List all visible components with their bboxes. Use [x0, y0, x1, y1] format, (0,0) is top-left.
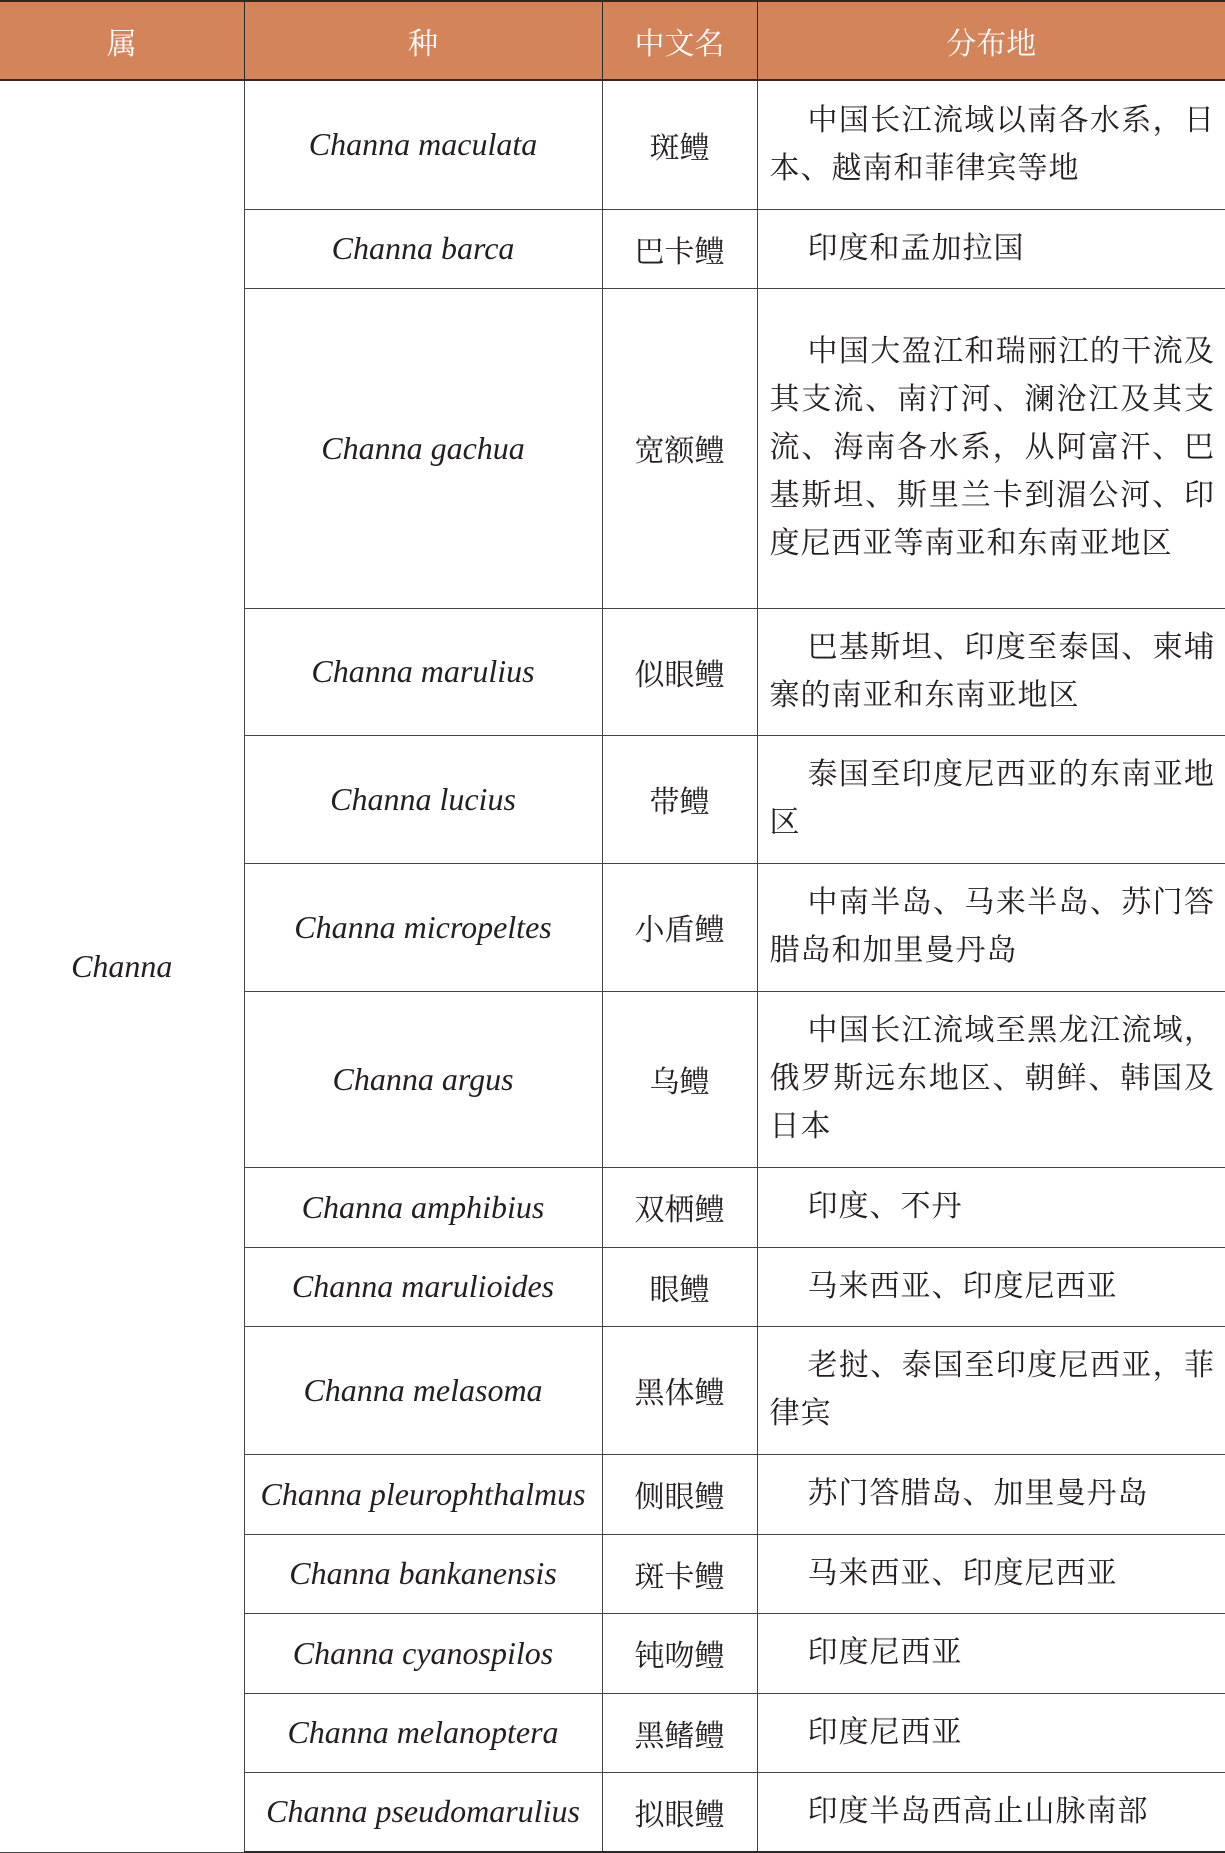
species-cell: Channa cyanospilos: [244, 1613, 602, 1693]
species-cell: Channa melasoma: [244, 1326, 602, 1454]
distribution-cell: 马来西亚、印度尼西亚: [757, 1534, 1225, 1613]
distribution-cell: 印度和孟加拉国: [757, 209, 1225, 288]
distribution-cell: 巴基斯坦、印度至泰国、柬埔寨的南亚和东南亚地区: [757, 608, 1225, 735]
species-cell: Channa barca: [244, 209, 602, 288]
distribution-cell: 印度尼西亚: [757, 1693, 1225, 1772]
chinese-name-cell: 眼鳢: [602, 1247, 757, 1326]
species-cell: Channa amphibius: [244, 1167, 602, 1247]
chinese-name-cell: 巴卡鳢: [602, 209, 757, 288]
chinese-name-cell: 斑鳢: [602, 80, 757, 209]
chinese-name-cell: 双栖鳢: [602, 1167, 757, 1247]
distribution-cell: 中国大盈江和瑞丽江的干流及其支流、南汀河、澜沧江及其支流、海南各水系，从阿富汗、巴基斯坦、斯里兰卡到湄公河、印度尼西亚等南亚和东南亚地区: [757, 288, 1225, 608]
table-row: [0, 80, 1225, 209]
distribution-cell: 马来西亚、印度尼西亚: [757, 1247, 1225, 1326]
table-header: [0, 1, 1225, 80]
chinese-name-cell: 侧眼鳢: [602, 1454, 757, 1534]
species-cell: Channa marulioides: [244, 1247, 602, 1326]
species-cell: Channa lucius: [244, 735, 602, 863]
distribution-cell: 中南半岛、马来半岛、苏门答腊岛和加里曼丹岛: [757, 863, 1225, 991]
chinese-name-cell: 似眼鳢: [602, 608, 757, 735]
chinese-name-cell: 斑卡鳢: [602, 1534, 757, 1613]
distribution-cell: 印度半岛西高止山脉南部: [757, 1772, 1225, 1852]
species-cell: Channa marulius: [244, 608, 602, 735]
genus-cell: Channa: [0, 80, 244, 1852]
species-cell: Channa gachua: [244, 288, 602, 608]
header-species: 种: [244, 1, 602, 80]
header-chinese-name: 中文名: [602, 1, 757, 80]
header-distribution: 分布地: [757, 1, 1225, 80]
distribution-cell: 中国长江流域以南各水系，日本、越南和菲律宾等地: [757, 80, 1225, 209]
species-cell: Channa micropeltes: [244, 863, 602, 991]
species-cell: Channa maculata: [244, 80, 602, 209]
chinese-name-cell: 钝吻鳢: [602, 1613, 757, 1693]
species-cell: Channa pleurophthalmus: [244, 1454, 602, 1534]
chinese-name-cell: 小盾鳢: [602, 863, 757, 991]
species-cell: Channa pseudomarulius: [244, 1772, 602, 1852]
distribution-cell: 苏门答腊岛、加里曼丹岛: [757, 1454, 1225, 1534]
species-cell: Channa melanoptera: [244, 1693, 602, 1772]
chinese-name-cell: 宽额鳢: [602, 288, 757, 608]
species-cell: Channa argus: [244, 991, 602, 1167]
chinese-name-cell: 黑体鳢: [602, 1326, 757, 1454]
distribution-cell: 印度、不丹: [757, 1167, 1225, 1247]
header-genus: 属: [0, 1, 244, 80]
distribution-cell: 中国长江流域至黑龙江流域，俄罗斯远东地区、朝鲜、韩国及日本: [757, 991, 1225, 1167]
distribution-cell: 老挝、泰国至印度尼西亚，菲律宾: [757, 1326, 1225, 1454]
chinese-name-cell: 拟眼鳢: [602, 1772, 757, 1852]
chinese-name-cell: 带鳢: [602, 735, 757, 863]
distribution-cell: 泰国至印度尼西亚的东南亚地区: [757, 735, 1225, 863]
chinese-name-cell: 黑鳍鳢: [602, 1693, 757, 1772]
header-row: [0, 1, 1225, 80]
species-cell: Channa bankanensis: [244, 1534, 602, 1613]
chinese-name-cell: 乌鳢: [602, 991, 757, 1167]
distribution-cell: 印度尼西亚: [757, 1613, 1225, 1693]
table-body: [0, 80, 1225, 1852]
